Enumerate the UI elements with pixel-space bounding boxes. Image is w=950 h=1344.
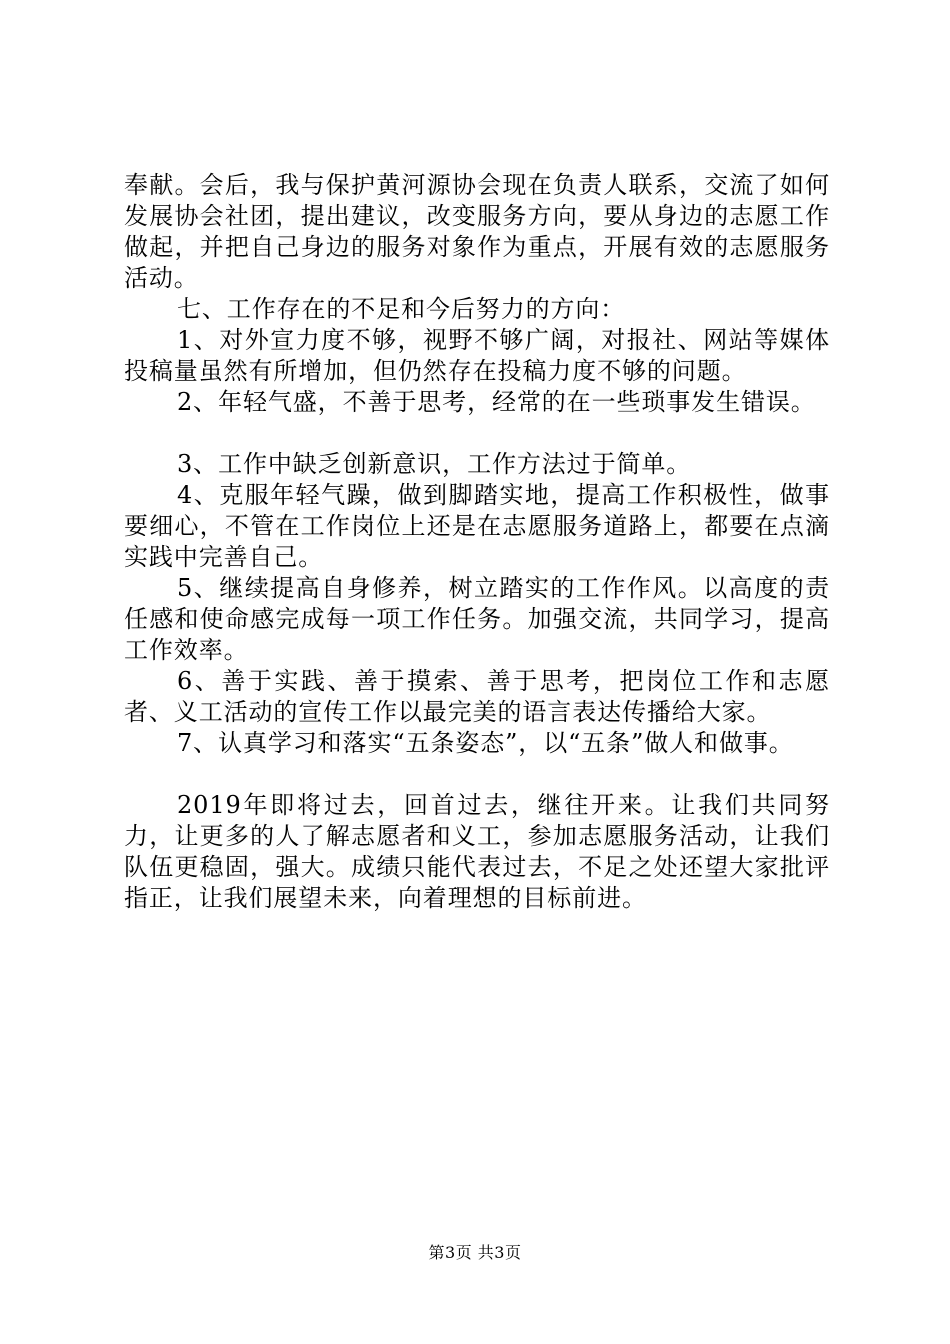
section-heading-shortcomings: 七、工作存在的不足和今后努力的方向： <box>177 295 626 323</box>
list-item-4: 4、克服年轻气躁，做到脚踏实地，提高工作积极性，做事要细心，不管在工作岗位上还是在志愿服务道路上，都要在点滴实践中完善自己。 <box>124 481 830 571</box>
list-item-7: 7、认真学习和落实“五条姿态”，以“五条”做人和做事。 <box>177 729 794 757</box>
list-item-6: 6、善于实践、善于摸索、善于思考，把岗位工作和志愿者、义工活动的宣传工作以最完美的语言表达传播给大家。 <box>124 667 830 726</box>
document-body <box>124 170 830 914</box>
list-item-3: 3、工作中缺乏创新意识，工作方法过于简单。 <box>177 450 692 478</box>
list-item-1: 1、对外宣力度不够，视野不够广阔，对报社、网站等媒体投稿量虽然有所增加，但仍然存在投稿力度不够的问题。 <box>124 326 830 385</box>
closing-paragraph: 2019年即将过去，回首过去，继往开来。让我们共同努力，让更多的人了解志愿者和义工，参加志愿服务活动，让我们队伍更稳固，强大。成绩只能代表过去，不足之处还望大家批评指正，让我们展望未来，向着理想的目标前进。 <box>124 791 830 912</box>
list-item-5: 5、继续提高自身修养，树立踏实的工作作风。以高度的责任感和使命感完成每一项工作任务。加强交流，共同学习，提高工作效率。 <box>124 574 830 664</box>
list-item-2: 2、年轻气盛，不善于思考，经常的在一些琐事发生错误。 <box>177 388 816 416</box>
page-footer: 第3页 共3页 <box>428 1243 522 1262</box>
paragraph-continuation: 奉献。会后，我与保护黄河源协会现在负责人联系，交流了如何发展协会社团，提出建议，改变服务方向，要从身边的志愿工作做起，并把自己身边的服务对象作为重点，开展有效的志愿服务活动。 <box>124 171 830 292</box>
